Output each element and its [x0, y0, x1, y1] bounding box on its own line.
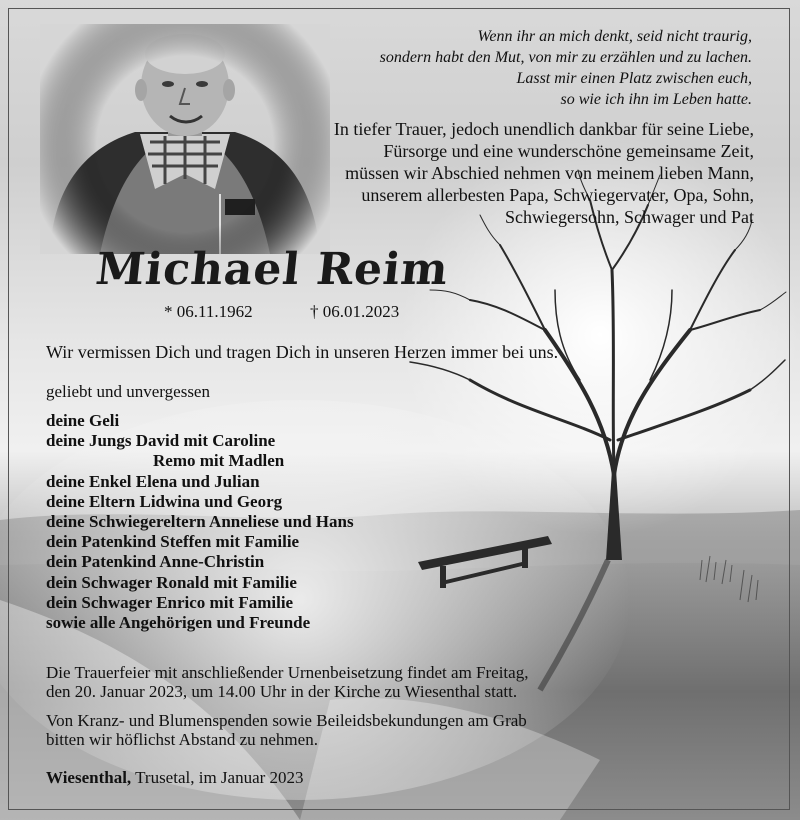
intro-line: müssen wir Abschied nehmen von meinem lieben Mann,: [345, 163, 754, 183]
deceased-name: Michael Reim: [93, 244, 452, 295]
poem: [380, 26, 752, 110]
mourners-list: [46, 411, 354, 633]
funeral-service-info: [46, 663, 528, 701]
poem-line: so wie ich ihn im Leben hatte.: [560, 91, 752, 108]
flowers-line: Von Kranz- und Blumenspenden sowie Beileidsbekundungen am Grab: [46, 711, 527, 730]
flowers-line: bitten wir höflichst Abstand zu nehmen.: [46, 730, 318, 749]
mourner-line: dein Patenkind Steffen mit Familie: [46, 532, 300, 552]
place-town: Wiesenthal,: [46, 768, 132, 787]
mourner-line: deine Eltern Lidwina und Georg: [46, 491, 283, 511]
loved-line: geliebt und unvergessen: [46, 382, 210, 401]
flowers-request: [46, 711, 527, 749]
mourner-line: deine Jungs David mit Caroline: [46, 431, 276, 451]
intro-line: Schwiegersohn, Schwager und Pat: [505, 207, 754, 227]
mourner-line: dein Schwager Enrico mit Familie: [46, 592, 294, 612]
service-line: den 20. Januar 2023, um 14.00 Uhr in der Kirche zu Wiesenthal statt.: [46, 682, 518, 701]
poem-line: Lasst mir einen Platz zwischen euch,: [516, 70, 752, 87]
mourner-line: sowie alle Angehörigen und Freunde: [46, 613, 311, 633]
mourner-line: deine Enkel Elena und Julian: [46, 471, 260, 491]
intro-line: In tiefer Trauer, jedoch unendlich dankbar für seine Liebe,: [333, 119, 754, 139]
poem-line: Wenn ihr an mich denkt, seid nicht traurig,: [477, 28, 752, 45]
motto: Wir vermissen Dich und tragen Dich in unseren Herzen immer bei uns.: [46, 342, 559, 362]
mourner-line: dein Schwager Ronald mit Familie: [46, 572, 297, 592]
portrait-photo: [40, 24, 330, 254]
mourner-line: deine Geli: [46, 411, 120, 430]
birth-date: * 06.11.1962: [164, 302, 253, 321]
place-and-date: [46, 768, 304, 788]
death-date: † 06.01.2023: [310, 302, 400, 321]
mourner-line: Remo mit Madlen: [153, 451, 285, 471]
mourner-line: deine Schwiegereltern Anneliese und Hans: [46, 512, 354, 532]
intro-line: unserem allerbesten Papa, Schwiegervater, Opa, Sohn,: [361, 185, 754, 205]
service-line: Die Trauerfeier mit anschließender Urnenbeisetzung findet am Freitag,: [46, 663, 529, 682]
place-rest: Trusetal, im Januar 2023: [131, 768, 304, 787]
intro-line: Fürsorge und eine wunderschöne gemeinsame Zeit,: [383, 141, 754, 161]
mourner-line: dein Patenkind Anne-Christin: [46, 552, 265, 572]
mourning-intro: [334, 118, 754, 228]
poem-line: sondern habt den Mut, von mir zu erzählen und zu lachen.: [379, 49, 752, 66]
